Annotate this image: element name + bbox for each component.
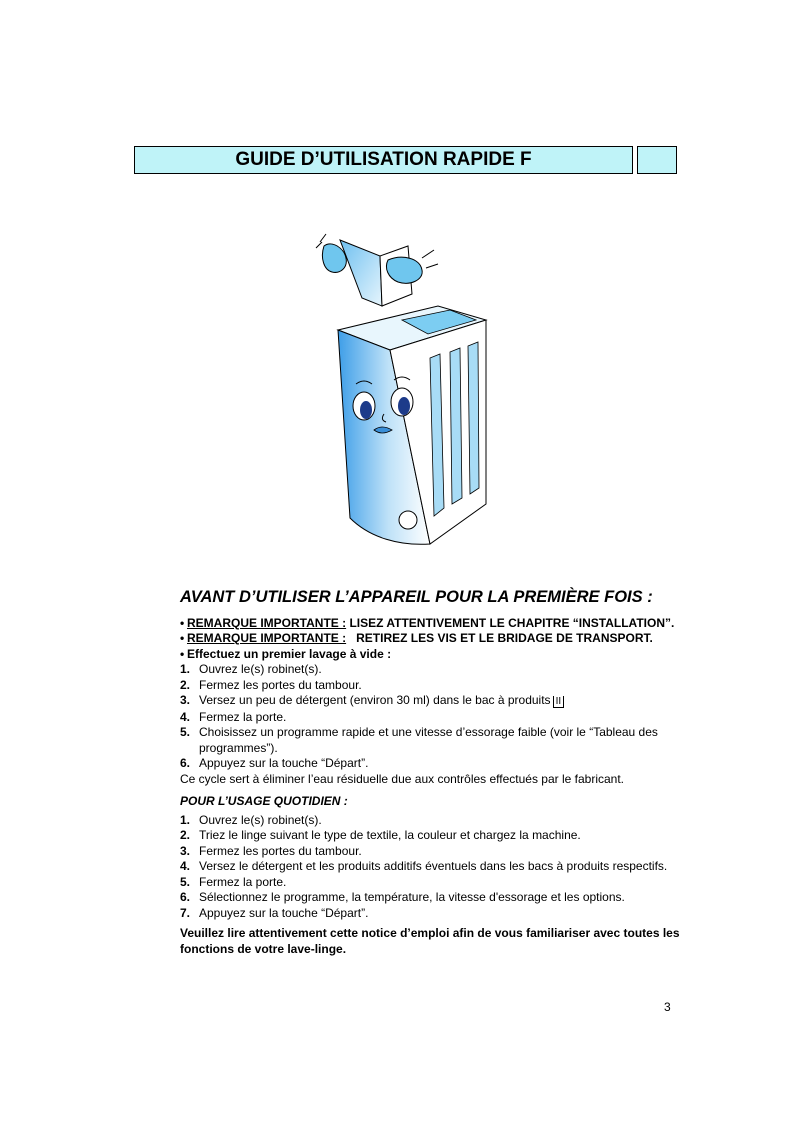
list-item: 2. Triez le linge suivant le type de textile, la couleur et chargez la machine. <box>180 828 581 842</box>
section-heading-first-use: AVANT D’UTILISER L’APPAREIL POUR LA PREMIÈRE FOIS : <box>180 588 653 606</box>
list-item: 4. Versez le détergent et les produits additifs éventuels dans les bacs à produits respectifs. <box>180 859 668 873</box>
list-item: 6. Sélectionnez le programme, la température, la vitesse d'essorage et les options. <box>180 890 625 904</box>
list-item: 2. Fermez les portes du tambour. <box>180 677 362 692</box>
list-item: 5. Choisissez un programme rapide et une vitesse d’essorage faible (voir le “Tableau des programmes”). <box>180 725 658 755</box>
drain-knob <box>399 511 417 529</box>
list-item: 3. Versez un peu de détergent (environ 30 ml) dans le bac à produits II <box>180 693 680 710</box>
list-item: 3. Fermez les portes du tambour. <box>180 843 362 858</box>
list-item: 6. Appuyez sur la touche “Départ”. <box>180 756 369 770</box>
title-side-box <box>637 146 677 174</box>
note-transport: • REMARQUE IMPORTANTE : RETIREZ LES VIS ET LE BRIDAGE DE TRANSPORT. <box>180 631 653 645</box>
list-item: 1. Ouvrez le(s) robinet(s). <box>180 812 322 827</box>
detergent-compartment-icon: II <box>553 696 565 708</box>
first-wash-conclusion: Ce cycle sert à éliminer l’eau résiduelle due aux contrôles effectués par le fabricant. <box>180 771 625 786</box>
page-number: 3 <box>664 1000 671 1014</box>
section-heading-daily-use: POUR L’USAGE QUOTIDIEN : <box>180 794 348 808</box>
page-title: GUIDE D’UTILISATION RAPIDE F <box>235 149 532 170</box>
note-first-wash: • Effectuez un premier lavage à vide : <box>180 646 392 661</box>
left-glove-icon <box>316 234 346 272</box>
document-content <box>180 590 680 957</box>
list-item: 1. Ouvrez le(s) robinet(s). <box>180 662 322 676</box>
page-title-box <box>134 146 633 174</box>
washing-machine-illustration <box>310 228 500 550</box>
closing-note: Veuillez lire attentivement cette notice d’emploi afin de vous familiariser avec toutes les fonctions de votre lave-linge. <box>180 926 680 956</box>
note-install: • REMARQUE IMPORTANTE : LISEZ ATTENTIVEMENT LE CHAPITRE “INSTALLATION”. <box>180 615 675 630</box>
list-item: 7. Appuyez sur la touche “Départ”. <box>180 905 369 920</box>
list-item: 5. Fermez la porte. <box>180 874 287 889</box>
list-item: 4. Fermez la porte. <box>180 709 287 724</box>
